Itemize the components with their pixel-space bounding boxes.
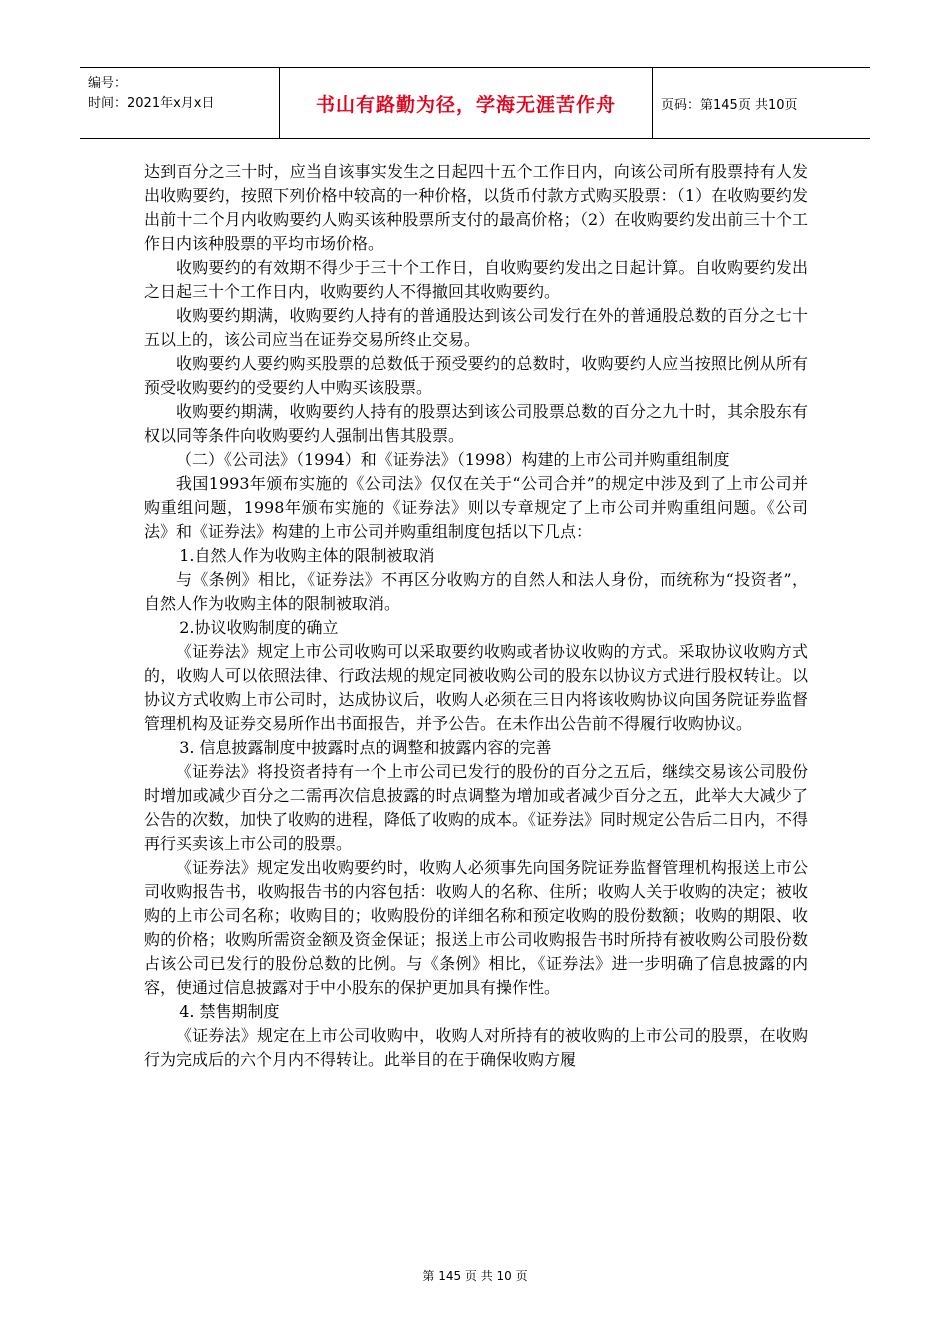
paragraph: 《证券法》规定上市公司收购可以采取要约收购或者协议收购的方式。采取协议收购方式的，收购人可以依照法律、行政法规的规定同被收购公司的股东以协议方式进行股权转让。以协议方式收购上市公司时，达成协议后，收购人必须在三日内将该收购协议向国务院证券监督管理机构及证券交易所作出书面报告，并予公告。在未作出公告前不得履行收购协议。 [144, 642, 808, 733]
paragraph: 收购要约期满，收购要约人持有的普通股达到该公司发行在外的普通股总数的百分之七十五以上的，该公司应当在证券交易所终止交易。 [144, 306, 808, 349]
paragraph: 《证券法》将投资者持有一个上市公司已发行的股份的百分之五后，继续交易该公司股份时增加或减少百分之二需再次信息披露的时点调整为增加或者减少百分之五，此举大大减少了公告的次数，加快了收购的进程，降低了收购的成本。《证券法》同时规定公告后二日内，不得再行买卖该上市公司的股票。 [144, 762, 809, 853]
document-body [144, 160, 808, 1072]
paragraph: 收购要约人要约购买股票的总数低于预受要约的总数时，收购要约人应当按照比例从所有预受收购要约的受要约人中购买该股票。 [144, 354, 808, 397]
section-heading: 3. 信息披露制度中披露时点的调整和披露内容的完善 [179, 738, 552, 757]
paragraph: 收购要约的有效期不得少于三十个工作日，自收购要约发出之日起计算。自收购要约发出之日起三十个工作日内，收购要约人不得撤回其收购要约。 [144, 258, 808, 301]
paragraph: 达到百分之三十时，应当自该事实发生之日起四十五个工作日内，向该公司所有股票持有人发出收购要约，按照下列价格中较高的一种价格，以货币付款方式购买股票：（1）在收购要约发出前十二个月内收购要约人购买该种股票所支付的最高价格；（2）在收购要约发出前三十个工作日内该种股票的平均市场价格。 [144, 162, 808, 253]
number-label: 编号： [88, 76, 128, 91]
section-heading: 4. 禁售期制度 [179, 1002, 280, 1021]
section-heading: 2.协议收购制度的确立 [179, 618, 339, 637]
header-page-info: 页码：第145页 共10页 [661, 97, 798, 113]
paragraph: 我国1993年颁布实施的《公司法》仅仅在关于“公司合并”的规定中涉及到了上市公司并购重组问题，1998年颁布实施的《证券法》则以专章规定了上市公司并购重组问题。《公司法》和《证券法》构建的上市公司并购重组制度包括以下几点： [144, 474, 808, 541]
paragraph: 与《条例》相比，《证券法》不再区分收购方的自然人和法人身份，而统称为“投资者”，自然人作为收购主体的限制被取消。 [144, 570, 808, 613]
header-motto: 书山有路勤为径，学海无涯苦作舟 [280, 68, 653, 138]
header-meta [80, 68, 280, 138]
time-label: 时间：2021年x月x日 [88, 96, 215, 111]
page-header [80, 67, 870, 139]
section-heading: 1.自然人作为收购主体的限制被取消 [179, 546, 435, 565]
paragraph: 《证券法》规定在上市公司收购中，收购人对所持有的被收购的上市公司的股票，在收购行为完成后的六个月内不得转让。此举目的在于确保收购方履 [144, 1026, 808, 1069]
page-footer: 第 145 页 共 10 页 [422, 1269, 528, 1283]
paragraph: 《证券法》规定发出收购要约时，收购人必须事先向国务院证券监督管理机构报送上市公司收购报告书，收购报告书的内容包括：收购人的名称、住所；收购人关于收购的决定；被收购的上市公司名称；收购目的；收购股份的详细名称和预定收购的股份数额；收购的期限、收购的价格；收购所需资金额及资金保证；报送上市公司收购报告书时所持有被收购公司股份数占该公司已发行的股份总数的比例。与《条例》相比，《证券法》进一步明确了信息披露的内容，使通过信息披露对于中小股东的保护更加具有操作性。 [144, 858, 808, 997]
paragraph: 收购要约期满，收购要约人持有的股票达到该公司股票总数的百分之九十时，其余股东有权以同等条件向收购要约人强制出售其股票。 [144, 402, 808, 445]
paragraph: （二）《公司法》（1994）和《证券法》（1998）构建的上市公司并购重组制度 [176, 450, 730, 469]
